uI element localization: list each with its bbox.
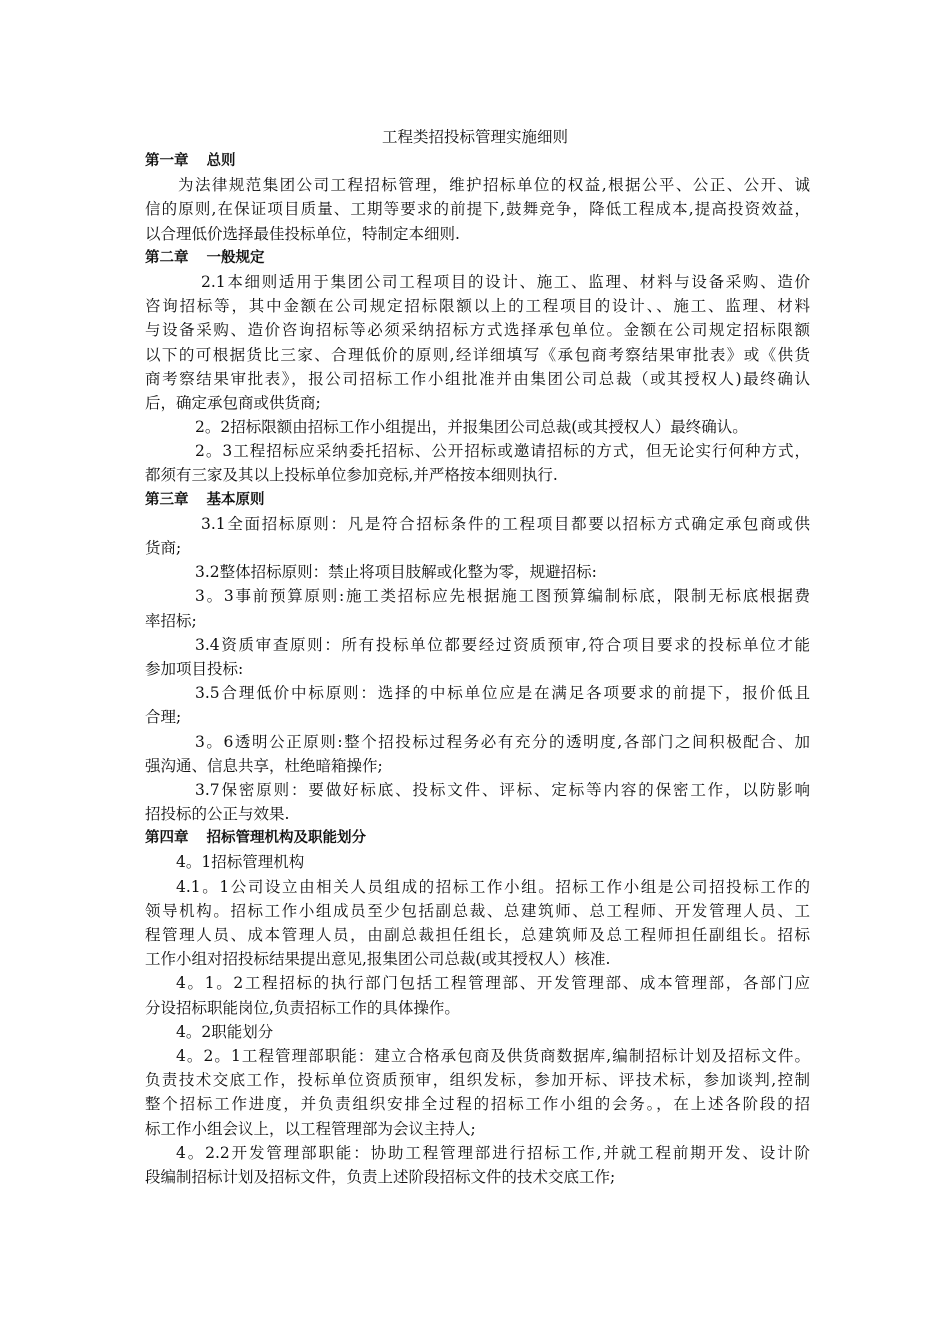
paragraph-line: 领导机构。招标工作小组成员至少包括副总裁、总建筑师、总工程师、开发管理人员、工 (145, 901, 810, 920)
paragraph-line: 3.5合理低价中标原则：选择的中标单位应是在满足各项要求的前提下，报价低且 (195, 684, 810, 703)
paragraph-line: 后，确定承包商或供货商; (145, 393, 321, 412)
paragraph-line: 4。2。1工程管理部职能：建立合格承包商及供货商数据库,编制招标计划及招标文件。 (176, 1046, 810, 1065)
paragraph-line: 程管理人员、成本管理人员，由副总裁担任组长，总建筑师及总工程师担任副组长。招标 (145, 926, 810, 944)
chapter-number: 第二章 (145, 249, 189, 266)
paragraph-line: 2。2招标限额由招标工作小组提出，并报集团公司总裁(或其授权人）最终确认。 (195, 418, 748, 437)
paragraph-line: 段编制招标计划及招标文件，负责上述阶段招标文件的技术交底工作; (145, 1167, 616, 1186)
paragraph-line: 信的原则,在保证项目质量、工期等要求的前提下,鼓舞竞争，降低工程成本,提高投资效益， (145, 200, 810, 219)
paragraph-line: 商考察结果审批表》，报公司招标工作小组批准并由集团公司总裁（或其授权人)最终确认 (145, 369, 810, 388)
paragraph-line: 3.7保密原则：要做好标底、投标文件、评标、定标等内容的保密工作，以防影响 (195, 780, 810, 799)
paragraph-line: 以下的可根据货比三家、合理低价的原则,经详细填写《承包商考察结果审批表》或《供货 (145, 345, 810, 364)
paragraph-line: 4。1。2工程招标的执行部门包括工程管理部、开发管理部、成本管理部，各部门应 (176, 974, 810, 993)
paragraph-line: 招投标的公正与效果. (145, 805, 290, 824)
paragraph-line: 4。2职能划分 (176, 1022, 274, 1041)
paragraph-line: 工作小组对招投标结果提出意见,报集团公司总裁(或其授权人）核准. (145, 950, 611, 969)
paragraph-line: 与设备采购、造价咨询招标等必须采纳招标方式选择承包单位。金额在公司规定招标限额 (145, 321, 810, 340)
chapter-name: 一般规定 (206, 249, 265, 266)
paragraph-line: 4.1。1公司设立由相关人员组成的招标工作小组。招标工作小组是公司招投标工作的 (176, 877, 810, 896)
paragraph-line: 3.1全面招标原则：凡是符合招标条件的工程项目都要以招标方式确定承包商或供 (201, 514, 810, 533)
paragraph-line: 咨询招标等，其中金额在公司规定招标限额以上的工程项目的设计、、施工、监理、材料 (145, 297, 810, 316)
paragraph-line: 分设招标职能岗位,负责招标工作的具体操作。 (145, 998, 460, 1017)
document-body (145, 149, 810, 1189)
paragraph-line: 率招标; (145, 611, 197, 630)
paragraph-line: 合理; (145, 708, 182, 727)
paragraph-line: 以合理低价选择最佳投标单位，特制定本细则. (145, 224, 460, 243)
paragraph-line: 4。2.2开发管理部职能：协助工程管理部进行招标工作,并就工程前期开发、设计阶 (176, 1143, 810, 1162)
document-title: 工程类招投标管理实施细则 (381, 128, 568, 146)
paragraph-line: 参加项目投标: (145, 659, 244, 678)
paragraph-line: 2。3工程招标应采纳委托招标、公开招标或邀请招标的方式，但无论实行何种方式， (195, 442, 810, 461)
chapter-number: 第三章 (145, 491, 189, 508)
paragraph-line: 强沟通、信息共享，杜绝暗箱操作; (145, 756, 383, 775)
paragraph-line: 3。6透明公正原则:整个招投标过程务必有充分的透明度,各部门之间积极配合、加 (195, 732, 810, 751)
chapter-heading (145, 488, 810, 512)
chapter-heading (145, 826, 810, 850)
paragraph-line: 3.4资质审查原则：所有投标单位都要经过资质预审,符合项目要求的投标单位才能 (195, 635, 810, 654)
chapter-name: 招标管理机构及职能划分 (206, 830, 366, 847)
paragraph-line: 货商; (145, 539, 182, 557)
chapter-number: 第四章 (145, 830, 189, 847)
chapter-heading (145, 246, 810, 270)
paragraph-line: 为法律规范集团公司工程招标管理，维护招标单位的权益,根据公平、公正、公开、诚 (178, 176, 810, 195)
chapter-name: 总则 (206, 153, 236, 169)
paragraph-line: 负责技术交底工作，投标单位资质预审，组织发标，参加开标、评技术标，参加谈判,控制 (145, 1071, 810, 1090)
paragraph-line: 3.2整体招标原则：禁止将项目肢解或化整为零，规避招标: (195, 563, 597, 582)
paragraph-line: 3。3事前预算原则:施工类招标应先根据施工图预算编制标底，限制无标底根据费 (195, 587, 810, 606)
chapter-name: 基本原则 (206, 491, 265, 508)
paragraph-line: 4。1招标管理机构 (176, 853, 305, 872)
chapter-number: 第一章 (145, 153, 189, 169)
paragraph-line: 标工作小组会议上，以工程管理部为会议主持人; (145, 1119, 476, 1138)
paragraph-line: 都须有三家及其以上投标单位参加竞标,并严格按本细则执行. (145, 466, 558, 485)
chapter-heading (145, 149, 810, 173)
paragraph-line: 2.1本细则适用于集团公司工程项目的设计、施工、监理、材料与设备采购、造价 (201, 272, 810, 291)
paragraph-line: 整个招标工作进度，并负责组织安排全过程的招标工作小组的会务。，在上述各阶段的招 (145, 1095, 810, 1114)
